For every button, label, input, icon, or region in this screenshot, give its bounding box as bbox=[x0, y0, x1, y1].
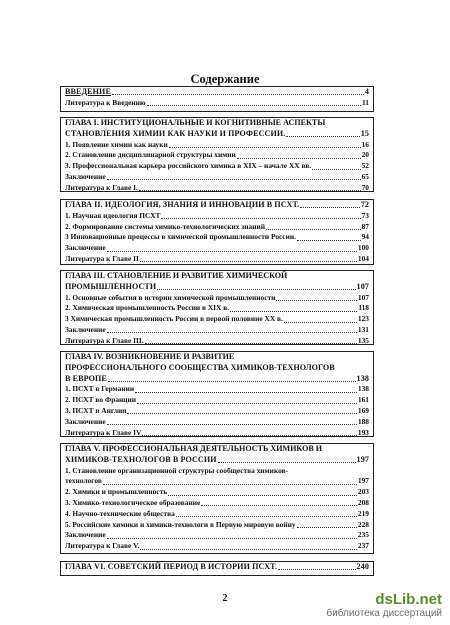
toc-entry bbox=[65, 562, 369, 573]
chapter-heading: ГЛАВА I. ИНСТИТУЦИОНАЛЬНЫЕ И КОГНИТИВНЫЕ АСПЕКТЫ bbox=[65, 118, 326, 127]
toc-entry-title: ХИМИКОВ-ТЕХНОЛОГОВ В РОССИИ bbox=[65, 454, 217, 464]
toc-entry-title: В ЕВРОПЕ bbox=[65, 373, 107, 383]
toc-entry-title: 2. Становление дисциплинарной структуры химии bbox=[65, 150, 236, 160]
toc-entry-page: 161 bbox=[357, 395, 369, 405]
toc-entry-title: Литература к Главе II bbox=[65, 253, 139, 263]
page-title: Содержание bbox=[190, 72, 260, 86]
toc-entry bbox=[65, 129, 369, 140]
toc-entry-page: 193 bbox=[357, 427, 369, 437]
toc-entry bbox=[65, 243, 369, 254]
toc-entry bbox=[65, 150, 369, 161]
toc-entry-page: 72 bbox=[360, 200, 369, 209]
toc-entry-title: 2. ПСХТ во Франции bbox=[65, 395, 137, 405]
toc-entry bbox=[65, 417, 369, 428]
toc-entry-page: 138 bbox=[357, 384, 369, 394]
toc-entry-page: 197 bbox=[356, 454, 369, 464]
leader-dots bbox=[218, 462, 356, 463]
leader-dots bbox=[103, 484, 357, 485]
toc-entry-title: 5. Российские химики и химики-технологи в Первую мировую войну bbox=[65, 519, 296, 529]
toc-entry-title: 3 Инновационные процессы в химической промышленности России. bbox=[65, 232, 296, 242]
leader-dots bbox=[137, 403, 357, 404]
leader-dots bbox=[201, 505, 357, 506]
toc-entry bbox=[65, 222, 369, 233]
toc-entry-page: 15 bbox=[360, 128, 369, 138]
toc-entry-page: 16 bbox=[361, 139, 369, 149]
toc-entry bbox=[65, 282, 369, 293]
toc-box-chapter-1 bbox=[60, 117, 374, 192]
toc-entry bbox=[65, 520, 369, 531]
toc-entry bbox=[65, 476, 369, 487]
toc-entry-title: 1. ПСХТ в Германии bbox=[65, 384, 135, 394]
leader-dots bbox=[142, 435, 357, 436]
watermark-logo: dsLib.net bbox=[375, 591, 442, 608]
toc-entry-title: Литература к Главе V. bbox=[65, 541, 140, 551]
toc-entry-title: 4. Научно-технические общества bbox=[65, 508, 175, 518]
toc-entry bbox=[65, 211, 369, 222]
toc-entry-title: Литература к Введению bbox=[65, 97, 146, 107]
toc-entry-page: 107 bbox=[356, 281, 369, 291]
toc-box-chapter-6 bbox=[60, 561, 374, 576]
toc-entry bbox=[65, 140, 369, 151]
toc-entry-title: Литература к Главе III. bbox=[65, 335, 144, 345]
chapter-heading: ГЛАВА V. ПРОФЕССИОНАЛЬНАЯ ДЕЯТЕЛЬНОСТЬ ХИМИКОВ И bbox=[65, 444, 323, 453]
toc-entry-page: 52 bbox=[361, 161, 369, 171]
toc-entry-page: 240 bbox=[356, 562, 369, 571]
chapter-heading: ГЛАВА III. СТАНОВЛЕНИЕ И РАЗВИТИЕ ХИМИЧЕСКОЙ bbox=[65, 271, 288, 280]
toc-box-chapter-2 bbox=[60, 199, 374, 265]
toc-entry-title: 3. Профессиональная карьера российского химика в XIX – начале XX вв. bbox=[65, 161, 312, 171]
leader-dots bbox=[297, 240, 361, 241]
leader-dots bbox=[161, 218, 360, 219]
toc-entry-page: 100 bbox=[357, 243, 369, 253]
leader-dots bbox=[312, 169, 360, 170]
toc-box-chapter-3 bbox=[60, 270, 374, 345]
leader-dots bbox=[108, 381, 356, 382]
toc-entry-title: ВВЕДЕНИЕ bbox=[65, 87, 111, 96]
leader-dots bbox=[286, 136, 359, 137]
toc-entry bbox=[65, 498, 369, 509]
toc-entry-title: Заключение bbox=[65, 530, 106, 540]
toc-entry-title: 1. Становление организационной структуры сообщества химиков- bbox=[65, 465, 289, 475]
toc-entry-page: 118 bbox=[358, 303, 369, 313]
toc-entry-page: 169 bbox=[357, 405, 369, 415]
leader-dots bbox=[107, 538, 357, 539]
toc-entry-title: ПРОМЫШЛЕННОСТИ bbox=[65, 281, 157, 291]
toc-entry-title: ГЛАВА II. ИДЕОЛОГИЯ, ЗНАНИЯ И ИННОВАЦИИ В ПСХТ. bbox=[65, 200, 300, 209]
toc-entry-page: 4 bbox=[364, 87, 369, 96]
toc-entry bbox=[65, 406, 369, 417]
toc-entry-page: 208 bbox=[357, 497, 369, 507]
chapter-heading: ПРОФЕССИОНАЛЬНОГО СООБЩЕСТВА ХИМИКОВ-ТЕХНОЛОГОВ bbox=[65, 362, 335, 372]
toc-entry-page: 94 bbox=[361, 232, 369, 242]
leader-dots bbox=[107, 251, 357, 252]
toc-entry-title: Литература к Главе IV bbox=[65, 427, 142, 437]
toc-entry-page: 188 bbox=[357, 416, 369, 426]
chapter-heading: ГЛАВА IV. ВОЗНИКНОВЕНИЕ И РАЗВИТИЕ bbox=[65, 352, 235, 361]
toc-entry-title: технологов bbox=[65, 476, 102, 486]
leader-dots bbox=[112, 94, 364, 95]
toc-entry-page: 65 bbox=[361, 171, 369, 181]
toc-entry-page: 138 bbox=[356, 373, 369, 383]
toc-entry-page: 87 bbox=[361, 221, 369, 231]
leader-dots bbox=[135, 392, 357, 393]
toc-entry-title: 3. ПСХТ в Англии bbox=[65, 405, 127, 415]
toc-entry-title: ГЛАВА VI. СОВЕТСКИЙ ПЕРИОД В ИСТОРИИ ПСХТ. bbox=[65, 562, 277, 571]
toc-entry-page: 20 bbox=[361, 150, 369, 160]
leader-dots bbox=[266, 229, 361, 230]
toc-entry-title: 1. Появление химии как науки bbox=[65, 139, 168, 149]
toc-entry-title: 1. Научная идеология ПСХТ bbox=[65, 210, 161, 220]
toc-entry bbox=[65, 172, 369, 183]
toc-entry bbox=[65, 374, 369, 385]
toc-entry bbox=[65, 466, 369, 477]
toc-entry-page: 237 bbox=[357, 541, 369, 551]
leader-dots bbox=[107, 179, 361, 180]
toc-entry-page: 219 bbox=[357, 508, 369, 518]
toc-entry bbox=[65, 161, 369, 172]
toc-entry-title: 2. Химики и промышленность bbox=[65, 487, 168, 497]
toc-entry-title: Заключение bbox=[65, 324, 106, 334]
leader-dots bbox=[300, 207, 359, 208]
toc-entry bbox=[65, 314, 369, 325]
toc-entry-title: Заключение bbox=[65, 416, 106, 426]
leader-dots bbox=[147, 105, 361, 106]
leader-dots bbox=[276, 300, 357, 301]
toc-entry bbox=[65, 232, 369, 243]
toc-entry-title: Заключение bbox=[65, 243, 106, 253]
leader-dots bbox=[230, 311, 357, 312]
leader-dots bbox=[145, 343, 357, 344]
toc-entry-title: 3 Химическая промышленность России в первой половине XX в. bbox=[65, 314, 283, 324]
toc-entry-page: 197 bbox=[357, 476, 369, 486]
toc-entry-page: 228 bbox=[357, 519, 369, 529]
leader-dots bbox=[107, 424, 357, 425]
leader-dots bbox=[278, 569, 356, 570]
toc-entry-title: 1. Основные события в истории химической промышленности bbox=[65, 292, 276, 302]
leader-dots bbox=[127, 413, 356, 414]
toc-entry-page: 203 bbox=[357, 487, 369, 497]
toc-entry-title: Заключение bbox=[65, 171, 106, 181]
watermark[interactable] bbox=[326, 592, 442, 619]
toc-entry-page: 235 bbox=[357, 530, 369, 540]
toc-entry bbox=[65, 455, 369, 466]
watermark-subtitle: библиотека диссертаций bbox=[326, 608, 442, 619]
toc-entry bbox=[65, 183, 369, 194]
leader-dots bbox=[139, 190, 361, 191]
leader-dots bbox=[107, 332, 357, 333]
leader-dots bbox=[237, 158, 361, 159]
toc-entry bbox=[65, 530, 369, 541]
leader-dots bbox=[169, 147, 361, 148]
toc-entry bbox=[65, 98, 369, 109]
toc-entry bbox=[65, 384, 369, 395]
leader-dots bbox=[168, 495, 357, 496]
toc-entry bbox=[65, 509, 369, 520]
toc-entry bbox=[65, 254, 369, 265]
toc-entry bbox=[65, 87, 369, 98]
toc-entry bbox=[65, 541, 369, 552]
toc-box-chapter-5 bbox=[60, 443, 374, 554]
toc-entry-page: 123 bbox=[357, 314, 369, 324]
toc-entry-title: СТАНОВЛЕНИЯ ХИМИИ КАК НАУКИ И ПРОФЕССИИ. bbox=[65, 128, 286, 138]
toc-box-introduction bbox=[60, 86, 374, 112]
toc-entry-page: 70 bbox=[361, 182, 369, 192]
toc-entry bbox=[65, 325, 369, 336]
toc-entry bbox=[65, 428, 369, 439]
toc-entry-page: 131 bbox=[357, 324, 369, 334]
leader-dots bbox=[157, 289, 355, 290]
toc-entry-page: 11 bbox=[362, 97, 369, 107]
toc-entry-title: 3. Химико-технологическое образование bbox=[65, 497, 201, 507]
leader-dots bbox=[284, 322, 357, 323]
toc-entry-title: 2. Химическая промышленность России в XIX в. bbox=[65, 303, 230, 313]
page-number: 2 bbox=[222, 593, 228, 604]
toc-entry-title: 2. Формирование системы химико-технологических знаний bbox=[65, 221, 265, 231]
toc-entry bbox=[65, 293, 369, 304]
toc-entry bbox=[65, 336, 369, 347]
toc-entry bbox=[65, 395, 369, 406]
toc-box-chapter-4 bbox=[60, 351, 374, 437]
toc-entry-page: 135 bbox=[357, 335, 369, 345]
toc-entry-page: 104 bbox=[357, 253, 369, 263]
toc-entry bbox=[65, 487, 369, 498]
leader-dots bbox=[176, 516, 357, 517]
leader-dots bbox=[140, 261, 357, 262]
leader-dots bbox=[140, 549, 357, 550]
toc-entry-title: Литература к Главе I. bbox=[65, 182, 138, 192]
toc-entry-page: 107 bbox=[357, 292, 369, 302]
toc-entry-page: 73 bbox=[361, 210, 369, 220]
toc-entry bbox=[65, 303, 369, 314]
leader-dots bbox=[297, 527, 357, 528]
toc-entry bbox=[65, 200, 369, 211]
